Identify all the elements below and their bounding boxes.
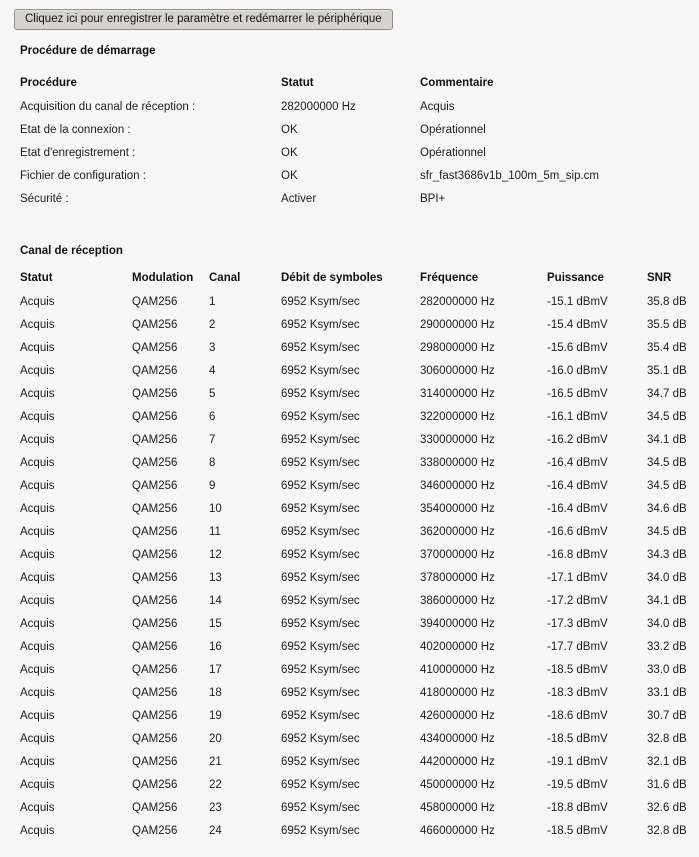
downstream-channel-cell-canal: 17 bbox=[209, 664, 222, 676]
downstream-channel-cell-debit: 6952 Ksym/sec bbox=[281, 342, 360, 354]
downstream-channel-cell-snr: 33.0 dB bbox=[647, 664, 687, 676]
downstream-channel-cell-statut: Acquis bbox=[20, 434, 55, 446]
downstream-channel-cell-puissance: -16.8 dBmV bbox=[547, 549, 608, 561]
downstream-channel-row bbox=[0, 590, 699, 613]
downstream-channel-cell-debit: 6952 Ksym/sec bbox=[281, 549, 360, 561]
downstream-channel-cell-puissance: -15.4 dBmV bbox=[547, 319, 608, 331]
downstream-channel-cell-statut: Acquis bbox=[20, 802, 55, 814]
downstream-channel-cell-modulation: QAM256 bbox=[132, 457, 178, 469]
downstream-channel-cell-snr: 34.1 dB bbox=[647, 595, 687, 607]
downstream-channel-cell-debit: 6952 Ksym/sec bbox=[281, 802, 360, 814]
downstream-channel-row bbox=[0, 613, 699, 636]
downstream-channel-cell-debit: 6952 Ksym/sec bbox=[281, 457, 360, 469]
downstream-channel-cell-frequence: 458000000 Hz bbox=[420, 802, 495, 814]
boot-procedure-cell-commentaire: Acquis bbox=[420, 101, 455, 113]
downstream-channel-cell-frequence: 466000000 Hz bbox=[420, 825, 495, 837]
downstream-channel-cell-puissance: -19.1 dBmV bbox=[547, 756, 608, 768]
downstream-channel-cell-debit: 6952 Ksym/sec bbox=[281, 641, 360, 653]
boot-procedure-column-header: Commentaire bbox=[420, 77, 494, 89]
downstream-channel-cell-canal: 1 bbox=[209, 296, 216, 308]
downstream-channel-row bbox=[0, 820, 699, 843]
downstream-channel-cell-snr: 34.0 dB bbox=[647, 618, 687, 630]
downstream-channel-cell-modulation: QAM256 bbox=[132, 641, 178, 653]
downstream-channel-cell-snr: 34.6 dB bbox=[647, 503, 687, 515]
downstream-channel-cell-puissance: -18.8 dBmV bbox=[547, 802, 608, 814]
save-and-reboot-button[interactable]: Cliquez ici pour enregistrer le paramètre et redémarrer le périphérique bbox=[14, 9, 393, 30]
downstream-channel-cell-snr: 31.6 dB bbox=[647, 779, 687, 791]
downstream-channel-cell-debit: 6952 Ksym/sec bbox=[281, 388, 360, 400]
downstream-channel-cell-canal: 21 bbox=[209, 756, 222, 768]
downstream-channel-cell-snr: 34.7 dB bbox=[647, 388, 687, 400]
downstream-channel-cell-statut: Acquis bbox=[20, 457, 55, 469]
downstream-channel-cell-frequence: 410000000 Hz bbox=[420, 664, 495, 676]
downstream-channel-cell-frequence: 450000000 Hz bbox=[420, 779, 495, 791]
downstream-channel-cell-statut: Acquis bbox=[20, 572, 55, 584]
downstream-channel-row bbox=[0, 406, 699, 429]
downstream-channel-cell-modulation: QAM256 bbox=[132, 480, 178, 492]
downstream-channel-cell-debit: 6952 Ksym/sec bbox=[281, 411, 360, 423]
downstream-channel-column-header: Canal bbox=[209, 272, 241, 284]
downstream-channel-row bbox=[0, 521, 699, 544]
downstream-channel-cell-debit: 6952 Ksym/sec bbox=[281, 526, 360, 538]
downstream-channel-cell-snr: 35.1 dB bbox=[647, 365, 687, 377]
downstream-channel-cell-debit: 6952 Ksym/sec bbox=[281, 503, 360, 515]
downstream-channel-cell-frequence: 354000000 Hz bbox=[420, 503, 495, 515]
downstream-channel-row bbox=[0, 728, 699, 751]
downstream-channel-cell-snr: 34.5 dB bbox=[647, 457, 687, 469]
downstream-channel-cell-modulation: QAM256 bbox=[132, 342, 178, 354]
downstream-channel-cell-modulation: QAM256 bbox=[132, 526, 178, 538]
downstream-channel-cell-frequence: 330000000 Hz bbox=[420, 434, 495, 446]
downstream-channel-cell-debit: 6952 Ksym/sec bbox=[281, 733, 360, 745]
downstream-channel-cell-modulation: QAM256 bbox=[132, 434, 178, 446]
downstream-channel-cell-debit: 6952 Ksym/sec bbox=[281, 365, 360, 377]
boot-procedure-table bbox=[0, 71, 699, 211]
downstream-channel-cell-canal: 19 bbox=[209, 710, 222, 722]
downstream-channel-cell-frequence: 314000000 Hz bbox=[420, 388, 495, 400]
downstream-channel-cell-canal: 8 bbox=[209, 457, 216, 469]
downstream-channel-cell-snr: 32.8 dB bbox=[647, 733, 687, 745]
downstream-channel-cell-puissance: -16.1 dBmV bbox=[547, 411, 608, 423]
downstream-channel-cell-statut: Acquis bbox=[20, 342, 55, 354]
downstream-channel-cell-modulation: QAM256 bbox=[132, 756, 178, 768]
boot-procedure-header-row bbox=[0, 71, 699, 96]
downstream-channel-cell-statut: Acquis bbox=[20, 503, 55, 515]
downstream-channel-cell-statut: Acquis bbox=[20, 549, 55, 561]
downstream-channel-cell-debit: 6952 Ksym/sec bbox=[281, 595, 360, 607]
downstream-channel-cell-modulation: QAM256 bbox=[132, 411, 178, 423]
downstream-channel-cell-canal: 4 bbox=[209, 365, 216, 377]
downstream-channel-cell-snr: 32.8 dB bbox=[647, 825, 687, 837]
downstream-channel-cell-modulation: QAM256 bbox=[132, 618, 178, 630]
downstream-channel-cell-frequence: 298000000 Hz bbox=[420, 342, 495, 354]
downstream-channel-row bbox=[0, 636, 699, 659]
downstream-channel-cell-frequence: 418000000 Hz bbox=[420, 687, 495, 699]
downstream-channel-cell-frequence: 434000000 Hz bbox=[420, 733, 495, 745]
save-bar bbox=[14, 9, 393, 30]
downstream-channel-cell-snr: 32.6 dB bbox=[647, 802, 687, 814]
downstream-channel-cell-puissance: -17.7 dBmV bbox=[547, 641, 608, 653]
boot-procedure-row bbox=[0, 142, 699, 165]
downstream-channel-cell-modulation: QAM256 bbox=[132, 572, 178, 584]
downstream-channel-cell-puissance: -18.5 dBmV bbox=[547, 825, 608, 837]
downstream-channel-cell-modulation: QAM256 bbox=[132, 319, 178, 331]
downstream-channel-row bbox=[0, 544, 699, 567]
boot-procedure-cell-commentaire: BPI+ bbox=[420, 193, 446, 205]
downstream-channel-cell-statut: Acquis bbox=[20, 710, 55, 722]
downstream-channel-cell-statut: Acquis bbox=[20, 480, 55, 492]
downstream-channel-column-header: Puissance bbox=[547, 272, 604, 284]
boot-procedure-cell-commentaire: Opérationnel bbox=[420, 147, 486, 159]
downstream-channel-cell-statut: Acquis bbox=[20, 296, 55, 308]
downstream-channel-cell-puissance: -18.5 dBmV bbox=[547, 733, 608, 745]
downstream-channel-cell-frequence: 394000000 Hz bbox=[420, 618, 495, 630]
downstream-channel-cell-statut: Acquis bbox=[20, 641, 55, 653]
downstream-channel-cell-canal: 10 bbox=[209, 503, 222, 515]
downstream-channel-cell-modulation: QAM256 bbox=[132, 802, 178, 814]
downstream-channel-row bbox=[0, 337, 699, 360]
downstream-channel-cell-canal: 2 bbox=[209, 319, 216, 331]
downstream-channel-cell-puissance: -18.5 dBmV bbox=[547, 664, 608, 676]
downstream-channel-cell-modulation: QAM256 bbox=[132, 296, 178, 308]
downstream-channel-cell-puissance: -16.4 dBmV bbox=[547, 457, 608, 469]
downstream-channel-cell-debit: 6952 Ksym/sec bbox=[281, 296, 360, 308]
downstream-channel-row bbox=[0, 797, 699, 820]
downstream-channel-cell-snr: 35.5 dB bbox=[647, 319, 687, 331]
downstream-channel-cell-frequence: 378000000 Hz bbox=[420, 572, 495, 584]
downstream-channel-cell-puissance: -16.4 dBmV bbox=[547, 480, 608, 492]
downstream-channel-cell-statut: Acquis bbox=[20, 733, 55, 745]
downstream-channel-cell-snr: 34.5 dB bbox=[647, 411, 687, 423]
downstream-channel-cell-frequence: 442000000 Hz bbox=[420, 756, 495, 768]
downstream-channel-row bbox=[0, 314, 699, 337]
downstream-channel-row bbox=[0, 682, 699, 705]
downstream-channel-cell-frequence: 362000000 Hz bbox=[420, 526, 495, 538]
downstream-channel-cell-debit: 6952 Ksym/sec bbox=[281, 434, 360, 446]
downstream-channel-cell-statut: Acquis bbox=[20, 526, 55, 538]
boot-procedure-column-header: Statut bbox=[281, 77, 314, 89]
boot-procedure-cell-commentaire: Opérationnel bbox=[420, 124, 486, 136]
downstream-channel-cell-statut: Acquis bbox=[20, 825, 55, 837]
downstream-channel-cell-canal: 3 bbox=[209, 342, 216, 354]
downstream-channel-column-header: Fréquence bbox=[420, 272, 479, 284]
downstream-channel-cell-frequence: 370000000 Hz bbox=[420, 549, 495, 561]
downstream-channel-row bbox=[0, 360, 699, 383]
downstream-channel-row bbox=[0, 291, 699, 314]
downstream-channel-cell-canal: 7 bbox=[209, 434, 216, 446]
boot-procedure-cell-statut: Activer bbox=[281, 193, 317, 205]
downstream-channel-cell-snr: 34.0 dB bbox=[647, 572, 687, 584]
downstream-channel-cell-canal: 11 bbox=[209, 526, 221, 538]
boot-procedure-cell-procedure: Sécurité : bbox=[20, 193, 69, 205]
boot-procedure-row bbox=[0, 96, 699, 119]
downstream-channel-cell-canal: 15 bbox=[209, 618, 222, 630]
downstream-channel-cell-canal: 24 bbox=[209, 825, 222, 837]
downstream-channel-cell-puissance: -16.2 dBmV bbox=[547, 434, 608, 446]
downstream-channel-cell-frequence: 322000000 Hz bbox=[420, 411, 495, 423]
downstream-channel-cell-statut: Acquis bbox=[20, 664, 55, 676]
downstream-channel-cell-puissance: -17.1 dBmV bbox=[547, 572, 608, 584]
downstream-channel-heading: Canal de réception bbox=[20, 245, 123, 257]
downstream-channel-cell-statut: Acquis bbox=[20, 595, 55, 607]
boot-procedure-cell-statut: OK bbox=[281, 170, 298, 182]
boot-procedure-heading: Procédure de démarrage bbox=[20, 45, 156, 57]
downstream-channel-cell-statut: Acquis bbox=[20, 687, 55, 699]
downstream-channel-cell-modulation: QAM256 bbox=[132, 365, 178, 377]
downstream-channel-cell-canal: 16 bbox=[209, 641, 222, 653]
boot-procedure-cell-procedure: Fichier de configuration : bbox=[20, 170, 146, 182]
boot-procedure-cell-procedure: Etat d'enregistrement : bbox=[20, 147, 136, 159]
downstream-channel-cell-statut: Acquis bbox=[20, 411, 55, 423]
downstream-channel-row bbox=[0, 705, 699, 728]
boot-procedure-row bbox=[0, 188, 699, 211]
boot-procedure-cell-procedure: Acquisition du canal de réception : bbox=[20, 101, 196, 113]
downstream-channel-cell-snr: 34.5 dB bbox=[647, 526, 687, 538]
downstream-channel-cell-canal: 5 bbox=[209, 388, 216, 400]
downstream-channel-cell-statut: Acquis bbox=[20, 319, 55, 331]
boot-procedure-cell-procedure: Etat de la connexion : bbox=[20, 124, 131, 136]
downstream-channel-cell-debit: 6952 Ksym/sec bbox=[281, 618, 360, 630]
downstream-channel-cell-snr: 34.1 dB bbox=[647, 434, 687, 446]
downstream-channel-row bbox=[0, 452, 699, 475]
downstream-channel-cell-modulation: QAM256 bbox=[132, 733, 178, 745]
downstream-channel-cell-canal: 6 bbox=[209, 411, 216, 423]
boot-procedure-row bbox=[0, 165, 699, 188]
boot-procedure-cell-statut: OK bbox=[281, 147, 298, 159]
downstream-channel-cell-modulation: QAM256 bbox=[132, 825, 178, 837]
downstream-channel-cell-canal: 23 bbox=[209, 802, 222, 814]
downstream-channel-cell-frequence: 306000000 Hz bbox=[420, 365, 495, 377]
downstream-channel-cell-canal: 20 bbox=[209, 733, 222, 745]
downstream-channel-row bbox=[0, 567, 699, 590]
downstream-channel-cell-statut: Acquis bbox=[20, 365, 55, 377]
downstream-channel-cell-debit: 6952 Ksym/sec bbox=[281, 664, 360, 676]
downstream-channel-cell-modulation: QAM256 bbox=[132, 687, 178, 699]
downstream-channel-cell-debit: 6952 Ksym/sec bbox=[281, 572, 360, 584]
downstream-channel-cell-puissance: -19.5 dBmV bbox=[547, 779, 608, 791]
downstream-channel-row bbox=[0, 774, 699, 797]
downstream-channel-column-header: Modulation bbox=[132, 272, 194, 284]
downstream-channel-cell-snr: 34.5 dB bbox=[647, 480, 687, 492]
downstream-channel-cell-frequence: 282000000 Hz bbox=[420, 296, 495, 308]
downstream-channel-cell-canal: 12 bbox=[209, 549, 222, 561]
downstream-channel-row bbox=[0, 751, 699, 774]
downstream-channel-cell-puissance: -16.6 dBmV bbox=[547, 526, 608, 538]
downstream-channel-cell-debit: 6952 Ksym/sec bbox=[281, 710, 360, 722]
downstream-channel-column-header: Débit de symboles bbox=[281, 272, 383, 284]
boot-procedure-column-header: Procédure bbox=[20, 77, 77, 89]
downstream-channel-cell-puissance: -15.6 dBmV bbox=[547, 342, 608, 354]
boot-procedure-cell-statut: OK bbox=[281, 124, 298, 136]
downstream-channel-cell-puissance: -16.0 dBmV bbox=[547, 365, 608, 377]
downstream-channel-cell-snr: 33.2 dB bbox=[647, 641, 687, 653]
downstream-channel-cell-debit: 6952 Ksym/sec bbox=[281, 687, 360, 699]
downstream-channel-cell-modulation: QAM256 bbox=[132, 595, 178, 607]
downstream-channel-cell-snr: 34.3 dB bbox=[647, 549, 687, 561]
downstream-channel-cell-debit: 6952 Ksym/sec bbox=[281, 825, 360, 837]
downstream-channel-cell-modulation: QAM256 bbox=[132, 710, 178, 722]
downstream-channel-cell-debit: 6952 Ksym/sec bbox=[281, 480, 360, 492]
downstream-channel-cell-modulation: QAM256 bbox=[132, 779, 178, 791]
downstream-channel-cell-modulation: QAM256 bbox=[132, 664, 178, 676]
downstream-channel-row bbox=[0, 475, 699, 498]
downstream-channel-cell-puissance: -17.2 dBmV bbox=[547, 595, 608, 607]
downstream-channel-cell-canal: 18 bbox=[209, 687, 222, 699]
downstream-channel-cell-modulation: QAM256 bbox=[132, 503, 178, 515]
downstream-channel-cell-debit: 6952 Ksym/sec bbox=[281, 779, 360, 791]
downstream-channel-column-header: Statut bbox=[20, 272, 53, 284]
downstream-channel-cell-frequence: 402000000 Hz bbox=[420, 641, 495, 653]
downstream-channel-cell-debit: 6952 Ksym/sec bbox=[281, 319, 360, 331]
downstream-channel-cell-statut: Acquis bbox=[20, 756, 55, 768]
downstream-channel-cell-snr: 35.8 dB bbox=[647, 296, 687, 308]
downstream-channel-table bbox=[0, 266, 699, 843]
downstream-channel-row bbox=[0, 659, 699, 682]
downstream-channel-cell-canal: 9 bbox=[209, 480, 216, 492]
downstream-channel-cell-puissance: -18.6 dBmV bbox=[547, 710, 608, 722]
downstream-channel-cell-statut: Acquis bbox=[20, 618, 55, 630]
boot-procedure-row bbox=[0, 119, 699, 142]
downstream-channel-row bbox=[0, 498, 699, 521]
downstream-channel-cell-modulation: QAM256 bbox=[132, 388, 178, 400]
downstream-channel-cell-debit: 6952 Ksym/sec bbox=[281, 756, 360, 768]
downstream-channel-row bbox=[0, 429, 699, 452]
downstream-channel-column-header: SNR bbox=[647, 272, 672, 284]
downstream-channel-cell-snr: 30.7 dB bbox=[647, 710, 687, 722]
downstream-channel-cell-puissance: -16.4 dBmV bbox=[547, 503, 608, 515]
downstream-channel-cell-frequence: 426000000 Hz bbox=[420, 710, 495, 722]
downstream-channel-cell-canal: 14 bbox=[209, 595, 222, 607]
downstream-channel-cell-snr: 35.4 dB bbox=[647, 342, 687, 354]
downstream-channel-cell-frequence: 386000000 Hz bbox=[420, 595, 495, 607]
downstream-channel-cell-puissance: -15.1 dBmV bbox=[547, 296, 608, 308]
downstream-channel-cell-modulation: QAM256 bbox=[132, 549, 178, 561]
downstream-channel-row bbox=[0, 383, 699, 406]
downstream-channel-cell-frequence: 290000000 Hz bbox=[420, 319, 495, 331]
downstream-channel-cell-puissance: -17.3 dBmV bbox=[547, 618, 608, 630]
boot-procedure-cell-statut: 282000000 Hz bbox=[281, 101, 356, 113]
downstream-channel-header-row bbox=[0, 266, 699, 291]
boot-procedure-cell-commentaire: sfr_fast3686v1b_100m_5m_sip.cm bbox=[420, 170, 599, 182]
downstream-channel-cell-frequence: 346000000 Hz bbox=[420, 480, 495, 492]
downstream-channel-cell-puissance: -18.3 dBmV bbox=[547, 687, 608, 699]
downstream-channel-cell-statut: Acquis bbox=[20, 779, 55, 791]
downstream-channel-cell-canal: 13 bbox=[209, 572, 222, 584]
downstream-channel-cell-snr: 32.1 dB bbox=[647, 756, 687, 768]
downstream-channel-cell-snr: 33.1 dB bbox=[647, 687, 687, 699]
downstream-channel-cell-statut: Acquis bbox=[20, 388, 55, 400]
downstream-channel-cell-canal: 22 bbox=[209, 779, 222, 791]
downstream-channel-cell-frequence: 338000000 Hz bbox=[420, 457, 495, 469]
downstream-channel-cell-puissance: -16.5 dBmV bbox=[547, 388, 608, 400]
